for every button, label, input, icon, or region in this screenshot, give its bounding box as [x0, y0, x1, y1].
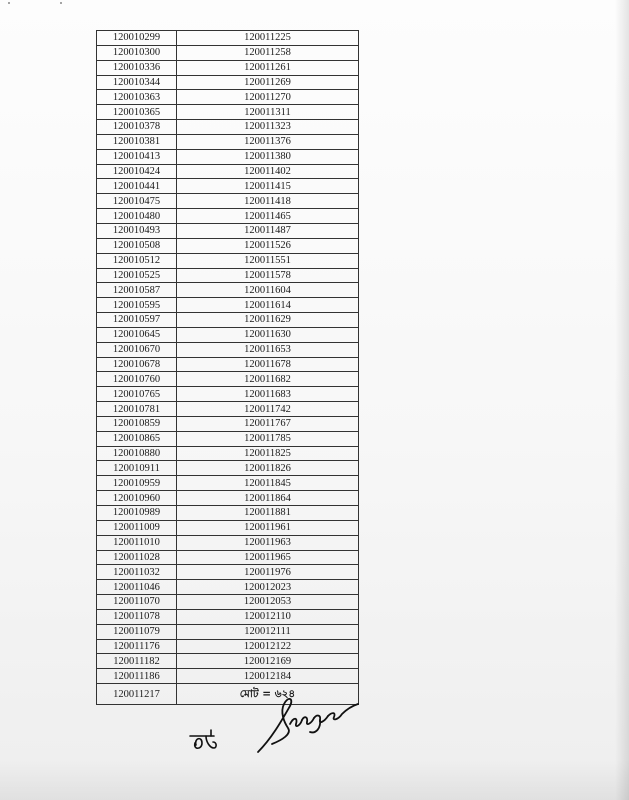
table-row: [97, 31, 359, 46]
roll-number-cell: 120011825: [177, 446, 359, 461]
table-row: [97, 253, 359, 268]
table-row: [97, 520, 359, 535]
roll-number-cell: 120011653: [177, 342, 359, 357]
roll-number-cell: 120011079: [97, 624, 177, 639]
roll-number-cell: 120011961: [177, 520, 359, 535]
roll-number-cell: 120010378: [97, 120, 177, 135]
table-row: [97, 75, 359, 90]
roll-number-cell: 120011551: [177, 253, 359, 268]
roll-number-cell: 120010475: [97, 194, 177, 209]
roll-number-cell: 120010363: [97, 90, 177, 105]
table-row: [97, 580, 359, 595]
roll-number-cell: 120010424: [97, 164, 177, 179]
table-row: [97, 535, 359, 550]
table-row: [97, 550, 359, 565]
table-row: [97, 194, 359, 209]
roll-number-cell: 120012110: [177, 609, 359, 624]
table-row: [97, 327, 359, 342]
roll-number-cell: 120011225: [177, 31, 359, 46]
table-row: [97, 238, 359, 253]
roll-number-cell: 120011028: [97, 550, 177, 565]
roll-number-cell: 120010365: [97, 105, 177, 120]
roll-number-cell: 120011186: [97, 669, 177, 684]
roll-number-cell: 120011323: [177, 120, 359, 135]
table-row: [97, 431, 359, 446]
table-row: [97, 105, 359, 120]
table-row: [97, 134, 359, 149]
roll-number-cell: 120010300: [97, 45, 177, 60]
signature-mark: [258, 699, 358, 752]
roll-number-cell: 120010344: [97, 75, 177, 90]
roll-number-cell: 120011785: [177, 431, 359, 446]
roll-number-cell: 120011261: [177, 60, 359, 75]
roll-number-cell: 120011176: [97, 639, 177, 654]
roll-number-cell: 120011845: [177, 476, 359, 491]
roll-number-cell: 120011046: [97, 580, 177, 595]
roll-number-cell: 120011376: [177, 134, 359, 149]
table-row: [97, 476, 359, 491]
roll-number-cell: 120011826: [177, 461, 359, 476]
table-row: [97, 639, 359, 654]
table-row: [97, 624, 359, 639]
table-row: [97, 402, 359, 417]
roll-number-cell: 120011678: [177, 357, 359, 372]
table-row: [97, 268, 359, 283]
roll-number-cell: 120010480: [97, 209, 177, 224]
roll-number-cell: 120011032: [97, 565, 177, 580]
roll-number-cell: 120010670: [97, 342, 177, 357]
roll-number-cell: 120011965: [177, 550, 359, 565]
page-edge-shadow: [615, 0, 629, 800]
signature-block: [180, 690, 380, 770]
roll-number-cell: 120011487: [177, 223, 359, 238]
roll-number-cell: 120010865: [97, 431, 177, 446]
roll-number-cell: 120012111: [177, 624, 359, 639]
roll-number-cell: 120011682: [177, 372, 359, 387]
table-row: [97, 357, 359, 372]
table-row: [97, 60, 359, 75]
table-row: [97, 669, 359, 684]
table-row: [97, 45, 359, 60]
table-row: [97, 565, 359, 580]
table-row: [97, 491, 359, 506]
table-row: [97, 461, 359, 476]
table-row: [97, 506, 359, 521]
roll-number-cell: 120011976: [177, 565, 359, 580]
roll-number-cell: 120011683: [177, 387, 359, 402]
roll-number-cell: 120012169: [177, 654, 359, 669]
table-row: [97, 298, 359, 313]
table-row: [97, 446, 359, 461]
roll-number-cell: 120011963: [177, 535, 359, 550]
roll-number-cell: 120010413: [97, 149, 177, 164]
roll-number-cell: 120010597: [97, 313, 177, 328]
roll-number-cell: 120011767: [177, 416, 359, 431]
table-row: [97, 313, 359, 328]
roll-number-cell: 120011578: [177, 268, 359, 283]
roll-number-cell: 120012122: [177, 639, 359, 654]
table-row: [97, 90, 359, 105]
table-row: [97, 120, 359, 135]
roll-number-cell: 120011070: [97, 595, 177, 610]
roll-number-cell: 120010959: [97, 476, 177, 491]
roll-number-cell: 120010587: [97, 283, 177, 298]
table-row: [97, 654, 359, 669]
table-row: [97, 609, 359, 624]
roll-number-cell: 120011465: [177, 209, 359, 224]
roll-number-cell: 120011614: [177, 298, 359, 313]
table-row: [97, 342, 359, 357]
table-row: [97, 283, 359, 298]
roll-number-cell: 120011415: [177, 179, 359, 194]
roll-number-cell: 120010678: [97, 357, 177, 372]
roll-number-cell: 120012184: [177, 669, 359, 684]
roll-table-body: [97, 31, 359, 705]
roll-number-cell: 120011217: [97, 684, 177, 705]
roll-number-cell: 120011010: [97, 535, 177, 550]
roll-number-cell: 120010336: [97, 60, 177, 75]
roll-number-cell: 120010441: [97, 179, 177, 194]
roll-number-cell: 120010525: [97, 268, 177, 283]
roll-number-cell: 120010880: [97, 446, 177, 461]
table-row: [97, 416, 359, 431]
total-count-cell: মোট = ৬২৪: [177, 684, 359, 705]
roll-number-cell: 120010781: [97, 402, 177, 417]
table-row: [97, 223, 359, 238]
roll-number-cell: 120011629: [177, 313, 359, 328]
roll-number-table: [96, 30, 359, 705]
roll-number-cell: 120010989: [97, 506, 177, 521]
roll-number-cell: 120011418: [177, 194, 359, 209]
roll-number-cell: 120011864: [177, 491, 359, 506]
roll-number-cell: 120012053: [177, 595, 359, 610]
table-row: [97, 179, 359, 194]
roll-number-cell: 120011078: [97, 609, 177, 624]
table-row: [97, 387, 359, 402]
roll-number-cell: 120011270: [177, 90, 359, 105]
table-row: [97, 164, 359, 179]
roll-number-cell: 120011258: [177, 45, 359, 60]
roll-number-cell: 120010960: [97, 491, 177, 506]
table-row: [97, 149, 359, 164]
roll-number-cell: 120011881: [177, 506, 359, 521]
roll-number-cell: 120011269: [177, 75, 359, 90]
roll-number-cell: 120011526: [177, 238, 359, 253]
roll-number-cell: 120011311: [177, 105, 359, 120]
roll-number-cell: 120010645: [97, 327, 177, 342]
table-row: [97, 595, 359, 610]
roll-number-cell: 120011742: [177, 402, 359, 417]
roll-number-cell: 120010765: [97, 387, 177, 402]
roll-number-cell: 120010911: [97, 461, 177, 476]
roll-number-cell: 120011182: [97, 654, 177, 669]
roll-number-cell: 120010859: [97, 416, 177, 431]
roll-number-cell: 120010512: [97, 253, 177, 268]
roll-number-cell: 120010493: [97, 223, 177, 238]
roll-number-cell: 120010760: [97, 372, 177, 387]
table-row: [97, 372, 359, 387]
initials-mark: [190, 730, 216, 748]
roll-number-cell: 120011009: [97, 520, 177, 535]
roll-number-cell: 120011402: [177, 164, 359, 179]
roll-number-cell: 120012023: [177, 580, 359, 595]
roll-number-cell: 120010595: [97, 298, 177, 313]
roll-number-cell: 120011604: [177, 283, 359, 298]
scan-speck: [60, 2, 62, 4]
roll-number-cell: 120011630: [177, 327, 359, 342]
table-row: [97, 209, 359, 224]
scan-speck: [8, 2, 10, 4]
roll-number-cell: 120011380: [177, 149, 359, 164]
roll-number-cell: 120010299: [97, 31, 177, 46]
roll-number-cell: 120010381: [97, 134, 177, 149]
roll-number-cell: 120010508: [97, 238, 177, 253]
